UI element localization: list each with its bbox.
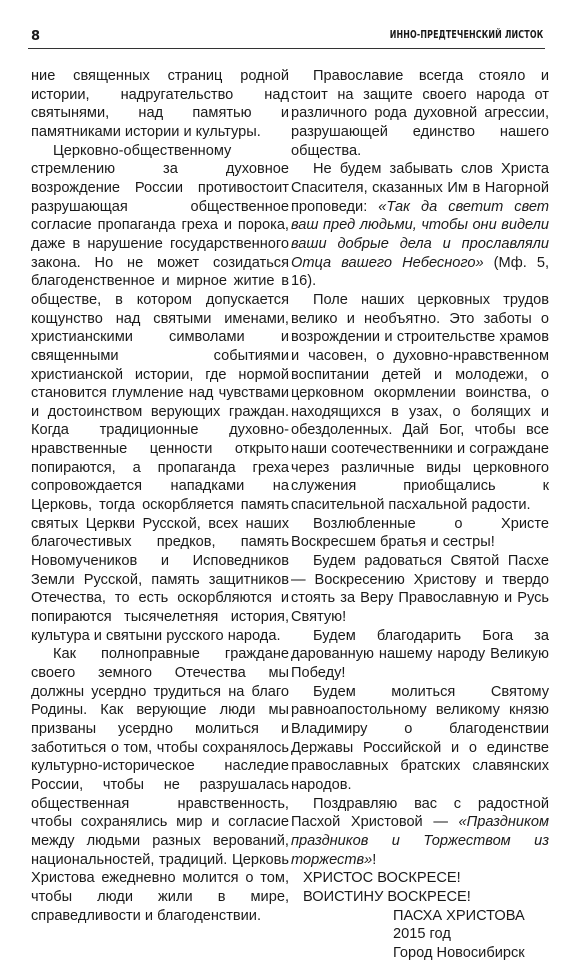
greeting-quote: «Праздником праздников и Торжеством из торжеств» xyxy=(291,814,549,868)
page-header xyxy=(0,0,579,60)
scripture-quote: «Так да светит свет ваш пред людьми, чтобы они видели ваши добрые дела и прославляли Отца вашего Небесного» xyxy=(291,198,549,271)
right-column xyxy=(291,67,549,963)
easter-greeting: ХРИСТОС ВОСКРЕСЕ! xyxy=(303,870,461,887)
paragraph: Православие всегда стояло и стоит на защите своего народа от различного рода духовной агрессии, разрушающей единство нашего общества. xyxy=(291,68,549,159)
signature-city: Город Новосибирск xyxy=(393,944,525,961)
header-rule xyxy=(28,48,545,49)
page-number: 8 xyxy=(31,29,41,44)
masthead-title: ИННО-ПРЕДТЕЧЕНСКИЙ ЛИСТОК xyxy=(389,28,543,41)
easter-response: ВОИСТИНУ ВОСКРЕСЕ! xyxy=(303,888,471,905)
paragraph: Будем благодарить Бога за дарованную нашему народу Великую Победу! xyxy=(291,627,549,681)
paragraph: ние священных страниц родной истории, надругательство над святынями, над памятью и памятниками истории и культуры. xyxy=(31,68,289,140)
paragraph-text: Поздравляю вас с радостной Пасхой Христовой — xyxy=(291,795,549,831)
paragraph: Поле наших церковных трудов велико и необъятно. Это заботы о возрождении и строительстве храмов и часовен, о духовно-нравственном воспитании детей и молодежи, о церковном окормлении воинства, о находящихся в узах, о болящих и обездоленных. Дай Бог, чтобы все наши соотечественники и сограждане через различные виды церковного служения приобщались к спасительной пасхальной радости. xyxy=(291,291,549,514)
scripture-reference: (Мф. 5, 16). xyxy=(291,254,550,290)
paragraph xyxy=(291,160,549,291)
left-column xyxy=(31,67,289,925)
paragraph: Будем молиться Святому равноапостольному великому князю Владимиру о благоденствии Державы Российской и о единстве православных братских славянских народов. xyxy=(291,683,549,793)
paragraph-text: ! xyxy=(372,851,377,868)
paragraph: Возлюбленные о Христе Воскресшем братья и сестры! xyxy=(291,515,549,551)
signature-feast: ПАСХА ХРИСТОВА xyxy=(393,907,525,924)
paragraph: Будем радоваться Святой Пасхе — Воскресению Христову и твердо стоять за Веру Православную и Русь Святую! xyxy=(291,553,549,626)
paragraph: Как полноправные граждане своего земного Отечества мы должны усердно трудиться на благо Родины. Как верующие люди мы призваны усердно молиться и заботиться о том, чтобы сохранялось культурно-историческое наследие России, чтобы не разрушалась общественная нравственность, чтобы сохранялись мир и согласие между людьми разных верований, национальностей, традиций. Церковь Христова ежедневно молится о том, чтобы люди жили в мире, справедливости и благоденствии. xyxy=(31,646,289,924)
paragraph-text: Не будем забывать слов Христа Спасителя, сказанных Им в Нагорной проповеди: xyxy=(291,161,549,215)
paragraph: Церковно-общественному стремлению за духовное возрождение России противостоит разрушающая общественное согласие пропаганда греха и порока, даже в нарушение государственного закона. Но не может созидаться благоденственное и мирное житие в обществе, в котором допускается кощунство над святыми именами, христианскими символами и священными событиями христианской истории, где нормой становится глумление над чувствами и достоинством верующих граждан. Когда традиционные духовно-нравственные ценности открыто попираются, а пропаганда греха сопровождается нападками на Церковь, тогда оскорбляется память святых Церкви Русской, всех наших благочестивых предков, память Новомучеников и Исповедников Земли Русской, память защитников Отечества, то есть оскорбляются и попираются тысячелетняя история, культура и святыни русского народа. xyxy=(31,142,289,644)
paragraph xyxy=(291,795,549,870)
signature-year: 2015 год xyxy=(393,926,451,943)
